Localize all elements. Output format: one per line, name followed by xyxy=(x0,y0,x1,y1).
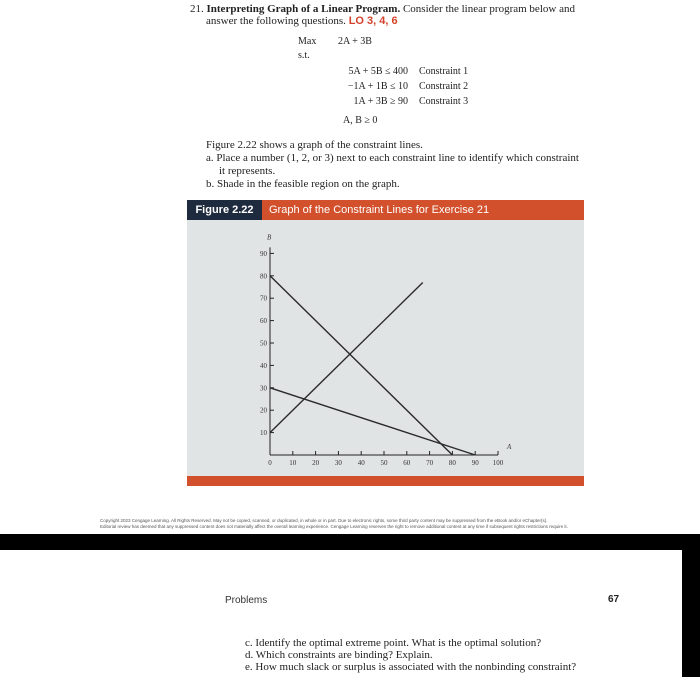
exercise-heading xyxy=(190,3,575,15)
y-tick-label: 30 xyxy=(260,384,267,393)
exercise-intro-2: answer the following questions. xyxy=(206,15,346,27)
y-tick-label: 50 xyxy=(260,339,267,348)
lp-constraint-3-expr: 1A + 3B ≥ 90 xyxy=(353,96,408,107)
figure-title: Graph of the Constraint Lines for Exercise 21 xyxy=(269,204,490,216)
x-tick-label: 40 xyxy=(357,459,365,467)
x-tick-label: 30 xyxy=(334,459,342,467)
x-axis-label: A xyxy=(507,443,512,451)
figure-footer-bar xyxy=(187,476,584,486)
lp-constraint-1-label: Constraint 1 xyxy=(419,66,469,77)
question-d: d. Which constraints are binding? Explain. xyxy=(245,649,433,661)
copyright-notice xyxy=(100,518,620,530)
x-tick-label: 80 xyxy=(448,459,456,467)
y-tick-label: 20 xyxy=(260,406,267,415)
constraint-line-2 xyxy=(270,283,423,433)
exercise-intro-1: Consider the linear program below and xyxy=(402,3,575,15)
y-axis-label: B xyxy=(267,233,272,242)
constraint-line-1 xyxy=(270,276,452,455)
y-tick-label: 90 xyxy=(260,249,267,258)
x-tick-label: 0 xyxy=(268,459,272,467)
x-tick-label: 20 xyxy=(312,459,320,467)
x-tick-label: 90 xyxy=(471,459,479,467)
y-tick-label: 70 xyxy=(260,294,267,303)
exercise-title: Interpreting Graph of a Linear Program. xyxy=(206,3,401,15)
exercise-intro-line2 xyxy=(206,15,398,27)
x-tick-label: 10 xyxy=(289,459,297,467)
constraint-line-3 xyxy=(270,388,475,455)
instruction-b: b. Shade in the feasible region on the graph. xyxy=(206,178,400,190)
textbook-page-bottom xyxy=(0,550,682,677)
instruction-a-line1: a. Place a number (1, 2, or 3) next to each constraint line to identify which constraint xyxy=(206,152,579,164)
x-tick-label: 50 xyxy=(380,459,388,467)
x-tick-label: 70 xyxy=(426,459,434,467)
question-e: e. How much slack or surplus is associated with the nonbinding constraint? xyxy=(245,661,577,673)
page-number: 67 xyxy=(608,594,620,605)
lp-max-label: Max xyxy=(298,36,317,47)
figure-header-bar xyxy=(187,200,584,220)
y-tick-label: 80 xyxy=(260,272,267,281)
lp-st-label: s.t. xyxy=(298,50,310,61)
instructions-intro: Figure 2.22 shows a graph of the constraint lines. xyxy=(206,139,423,151)
constraint-graph xyxy=(187,220,584,476)
figure-label: Figure 2.22 xyxy=(187,200,262,220)
lp-constraint-1-expr: 5A + 5B ≤ 400 xyxy=(348,66,408,77)
copyright-line-1: Copyright 2023 Cengage Learning. All Rights Reserved. May not be copied, scanned, or duplicated, in whole or in part. Due to electronic rights, some third party content may be suppressed from the eBook and/or eChapter(s). xyxy=(100,518,548,523)
question-c: c. Identify the optimal extreme point. What is the optimal solution? xyxy=(245,637,542,649)
exercise-number: 21. xyxy=(190,3,204,15)
section-name: Problems xyxy=(225,595,268,606)
y-tick-label: 60 xyxy=(260,317,267,326)
lp-constraint-3-label: Constraint 3 xyxy=(419,96,469,107)
x-tick-label: 100 xyxy=(492,459,504,467)
graph-panel xyxy=(187,220,584,476)
y-tick-label: 40 xyxy=(260,361,267,370)
x-tick-label: 60 xyxy=(403,459,411,467)
learning-objectives: LO 3, 4, 6 xyxy=(348,15,398,27)
lp-constraint-2-label: Constraint 2 xyxy=(419,81,469,92)
instruction-a-line2: it represents. xyxy=(219,165,276,177)
copyright-line-2: Editorial review has deemed that any suppressed content does not materially affect the overall learning experience. Cengage Learning reserves the right to remove additional content at any time if subsequent rights restrictions require it. xyxy=(100,524,568,529)
lp-nonnegativity: A, B ≥ 0 xyxy=(343,115,378,126)
lp-constraint-2-expr: −1A + 1B ≤ 10 xyxy=(347,81,408,92)
lp-objective: 2A + 3B xyxy=(338,36,372,47)
y-tick-label: 10 xyxy=(260,429,267,438)
